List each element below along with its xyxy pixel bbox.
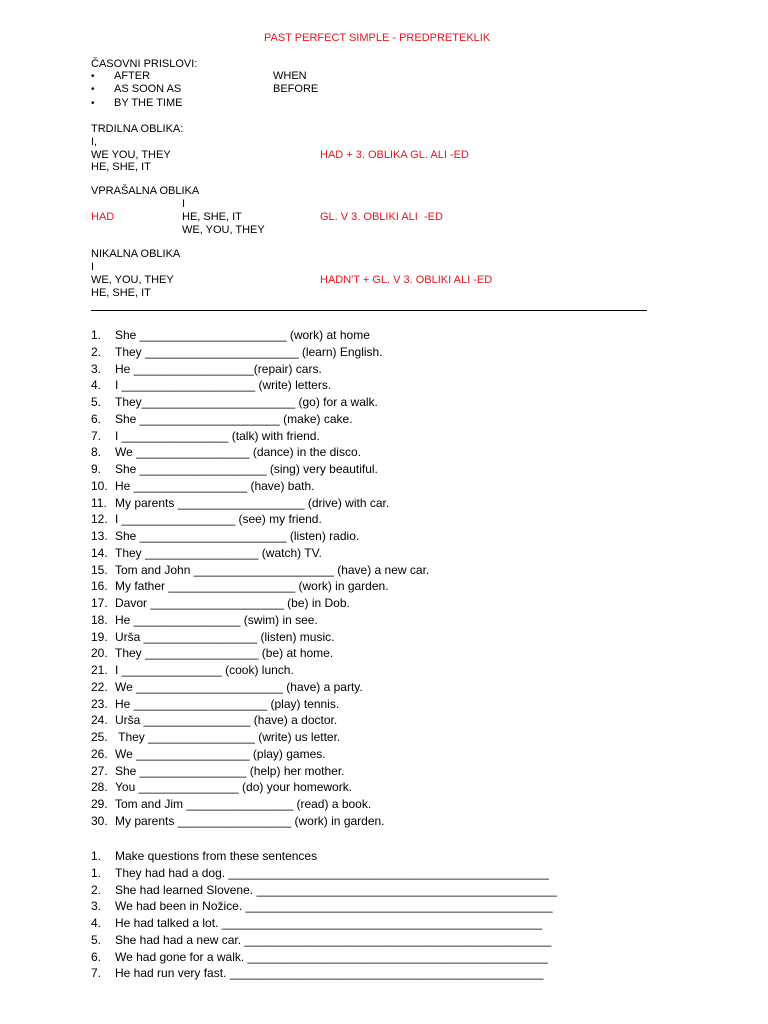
item-number: 30.: [91, 813, 108, 828]
item-text: I _______________ (cook) lunch.: [115, 663, 294, 677]
item-number: 24.: [91, 713, 108, 728]
item-number: 4.: [91, 916, 102, 930]
item-text: She _____________________ (make) cake.: [115, 411, 353, 426]
item-text: She ______________________ (work) at home: [115, 328, 370, 342]
item-text: I _________________ (see) my friend.: [115, 512, 322, 527]
item-number: 6.: [91, 949, 102, 964]
item-number: 20.: [91, 646, 108, 661]
item-number: 23.: [91, 696, 108, 711]
affirmative-pronoun: HE, SHE, IT: [91, 161, 151, 173]
adverbs-heading: ČASOVNI PRISLOVI:: [91, 58, 198, 70]
item-number: 2.: [91, 882, 102, 897]
adverb-before: BEFORE: [273, 83, 319, 95]
item-text: You _______________ (do) your homework.: [115, 780, 353, 795]
item-text: Urša ________________ (have) a doctor.: [115, 713, 338, 728]
adverb-after: AFTER: [114, 70, 151, 82]
item-text: He ________________ (swim) in see.: [115, 612, 318, 627]
item-text: I ____________________ (write) letters.: [115, 378, 332, 393]
item-number: 22.: [91, 679, 108, 694]
item-number: 18.: [91, 612, 108, 627]
question-heading: VPRAŠALNA OBLIKA: [91, 185, 200, 197]
item-text: She ______________________ (listen) radio.: [115, 529, 360, 543]
affirmative-rule: HAD + 3. OBLIKA GL. ALI -ED: [320, 149, 469, 161]
adverb-by-the-time: BY THE TIME: [114, 97, 183, 109]
item-number: 7.: [91, 428, 102, 443]
item-number: 2.: [91, 344, 102, 359]
item-number: 11.: [91, 495, 107, 510]
item-number: 28.: [91, 780, 108, 795]
item-text: He ____________________ (play) tennis.: [115, 696, 340, 711]
adverb-as-soon-as: AS SOON AS: [114, 83, 182, 95]
worksheet-title: PAST PERFECT SIMPLE - PREDPRETEKLIK: [264, 32, 491, 44]
affirmative-pronoun: WE YOU, THEY: [91, 149, 171, 161]
item-number: 5.: [91, 395, 102, 409]
item-number: 4.: [91, 378, 102, 393]
item-number: 1.: [91, 328, 102, 342]
question-rule: GL. V 3. OBLIKI ALI -ED: [320, 211, 443, 223]
item-number: 10.: [91, 478, 108, 493]
item-text: She ___________________ (sing) very beautiful.: [115, 462, 378, 476]
item-text: They _______________________ (learn) English.: [115, 344, 383, 359]
item-text: He _________________ (have) bath.: [115, 478, 315, 493]
item-number: 15.: [91, 562, 108, 577]
item-number: 26.: [91, 746, 108, 761]
item-number: 12.: [91, 512, 108, 527]
affirmative-pronoun: I,: [91, 136, 98, 148]
item-number: 3.: [91, 361, 102, 376]
bullet-icon: •: [91, 71, 95, 82]
item-text: My parents _________________ (work) in garden.: [115, 813, 385, 828]
divider-line: [91, 310, 647, 311]
negative-heading: NIKALNA OBLIKA: [91, 248, 181, 260]
item-text: She had had a new car. ______________________________________________: [115, 932, 552, 947]
item-number: 5.: [91, 932, 102, 947]
question-pronoun: I: [182, 198, 186, 210]
bullet-icon: •: [91, 84, 95, 95]
affirmative-heading: TRDILNA OBLIKA:: [91, 123, 184, 135]
item-text: He __________________(repair) cars.: [115, 361, 322, 376]
item-number: 7.: [91, 966, 102, 981]
item-text: Tom and Jim ________________ (read) a book.: [115, 797, 372, 811]
item-text: Make questions from these sentences: [115, 849, 318, 863]
item-text: They _________________ (be) at home.: [115, 646, 334, 661]
item-text: She had learned Slovene. _____________________________________________: [115, 882, 557, 897]
item-text: They _________________ (watch) TV.: [115, 545, 322, 560]
negative-pronoun: I: [91, 261, 95, 273]
item-number: 29.: [91, 797, 108, 811]
bullet-icon: •: [91, 98, 95, 109]
item-number: 16.: [91, 579, 108, 594]
negative-rule: HADN'T + GL. V 3. OBLIKI ALI -ED: [320, 274, 493, 286]
item-number: 14.: [91, 545, 108, 560]
item-text: Davor ____________________ (be) in Dob.: [115, 596, 350, 610]
item-text: They_______________________ (go) for a walk.: [115, 395, 378, 409]
item-text: My parents ___________________ (drive) with car.: [115, 495, 390, 510]
item-number: 19.: [91, 629, 108, 644]
item-text: They had had a dog. ________________________________________________: [115, 865, 549, 880]
item-number: 13.: [91, 529, 108, 543]
item-text: We had been in Nožice. ______________________________________________: [115, 899, 553, 914]
item-text: Tom and John _____________________ (have) a new car.: [115, 562, 430, 577]
question-pronoun: HE, SHE, IT: [182, 211, 242, 223]
item-text: I ________________ (talk) with friend.: [115, 428, 320, 443]
item-number: 1.: [91, 865, 102, 880]
item-number: 21.: [91, 663, 108, 677]
item-number: 3.: [91, 899, 102, 914]
item-text: We _________________ (dance) in the disco.: [115, 445, 361, 460]
item-text: My father ___________________ (work) in garden.: [115, 579, 389, 594]
item-number: 1.: [91, 849, 102, 863]
item-number: 9.: [91, 462, 102, 476]
question-had: HAD: [91, 211, 115, 223]
item-text: We _________________ (play) games.: [115, 746, 326, 761]
item-text: He had run very fast. _______________________________________________: [115, 966, 544, 981]
item-text: They ________________ (write) us letter.: [115, 730, 341, 744]
item-number: 25.: [91, 730, 108, 744]
item-number: 8.: [91, 445, 102, 460]
question-pronoun: WE, YOU, THEY: [182, 224, 265, 236]
item-number: 27.: [91, 763, 108, 778]
item-text: We had gone for a walk. _____________________________________________: [115, 949, 548, 964]
negative-pronoun: HE, SHE, IT: [91, 287, 151, 299]
adverb-when: WHEN: [273, 70, 307, 82]
item-text: Urša _________________ (listen) music.: [115, 629, 335, 644]
item-number: 6.: [91, 411, 102, 426]
negative-pronoun: WE, YOU, THEY: [91, 274, 174, 286]
item-text: She ________________ (help) her mother.: [115, 763, 345, 778]
item-number: 17.: [91, 596, 108, 610]
item-text: We ______________________ (have) a party.: [115, 679, 363, 694]
item-text: He had talked a lot. ________________________________________________: [115, 916, 543, 930]
